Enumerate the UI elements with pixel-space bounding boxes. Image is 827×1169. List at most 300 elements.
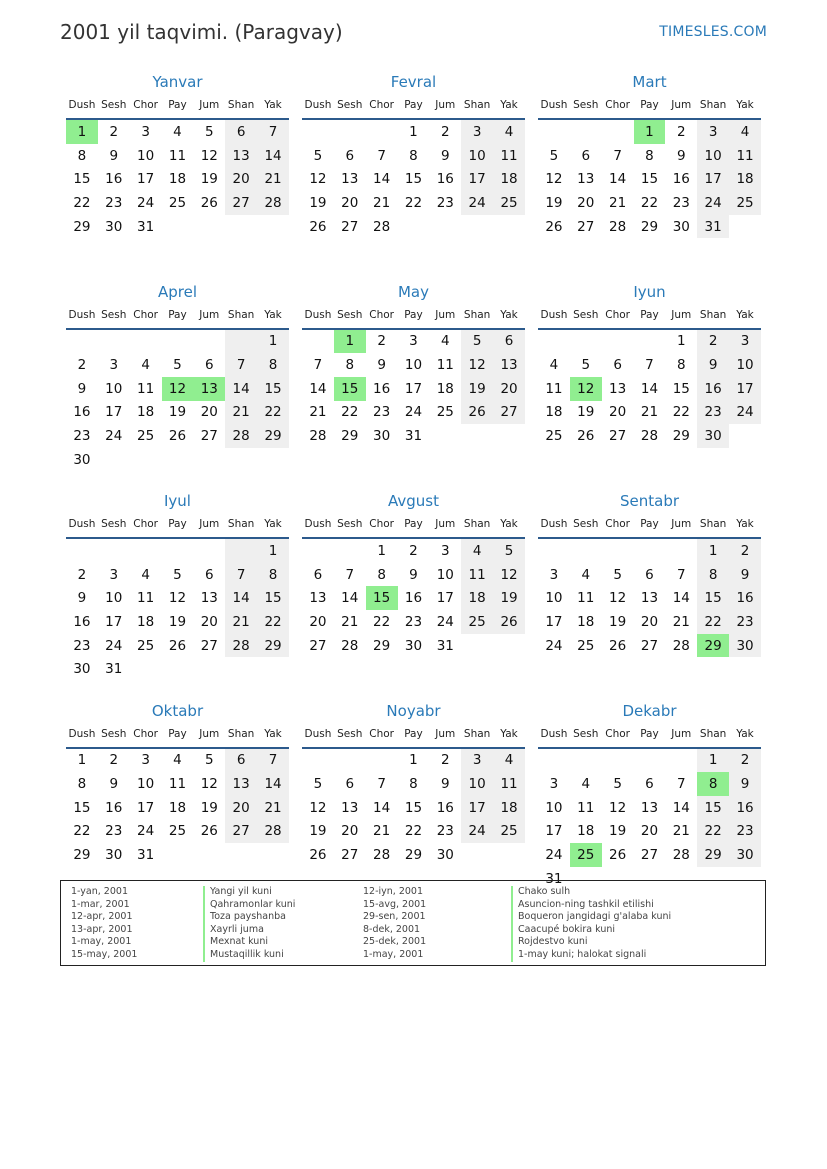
day-cell: 23 [729, 610, 761, 634]
legend-date: 1-may, 2001 [363, 948, 424, 960]
day-cell: 19 [309, 823, 327, 840]
week-row [538, 191, 761, 215]
day-cell: 11 [168, 776, 187, 793]
day-cell: 22 [73, 823, 91, 840]
day-cell: 16 [73, 404, 91, 421]
day-cell: 10 [545, 590, 563, 607]
day-cell: 17 [545, 823, 563, 840]
week-row [66, 353, 289, 377]
day-cell: 2 [441, 752, 450, 769]
day-cell: 25 [493, 820, 525, 844]
day-cell: 26 [309, 218, 327, 235]
month-calendar [538, 72, 761, 282]
day-cell: 8 [77, 147, 87, 164]
day-cell: 22 [697, 820, 729, 844]
legend-date: 29-sen, 2001 [363, 911, 426, 923]
legend-date: 13-apr, 2001 [71, 923, 133, 935]
empty-cell [334, 119, 366, 144]
day-cell: 30 [436, 847, 454, 864]
day-cell: 25 [577, 637, 595, 654]
day-cell: 4 [493, 119, 525, 144]
day-cell: 5 [313, 147, 323, 164]
day-cell: 1 [66, 119, 98, 144]
empty-cell [98, 329, 130, 354]
day-cell: 21 [309, 404, 327, 421]
day-cell: 21 [672, 823, 690, 840]
day-cell: 20 [640, 823, 659, 840]
calendar-grid [66, 72, 761, 910]
legend-date: 1-yan, 2001 [71, 886, 128, 897]
day-cell: 18 [545, 404, 563, 421]
day-cell: 22 [672, 404, 690, 421]
weekday-header: Dush [538, 302, 570, 329]
day-cell: 8 [257, 563, 289, 587]
day-cell: 24 [461, 191, 493, 215]
empty-cell [398, 215, 430, 239]
month-calendar [538, 282, 761, 492]
legend-date: 12-apr, 2001 [71, 911, 133, 923]
month-table [302, 92, 525, 238]
empty-cell [634, 538, 666, 563]
empty-cell [634, 329, 666, 354]
legend-names-left [203, 886, 295, 962]
week-row [538, 119, 761, 144]
empty-cell [602, 748, 634, 773]
day-cell: 14 [257, 144, 289, 168]
week-row [538, 820, 761, 844]
empty-cell [66, 538, 98, 563]
week-row [302, 586, 525, 610]
day-cell: 17 [729, 377, 761, 401]
empty-cell [225, 843, 257, 867]
day-cell: 10 [105, 590, 123, 607]
weekday-header: Chor [130, 511, 162, 538]
day-cell: 17 [461, 167, 493, 191]
day-cell: 26 [493, 610, 525, 634]
day-cell: 17 [105, 613, 123, 630]
weekday-header: Pay [634, 92, 666, 119]
day-cell: 3 [141, 123, 150, 140]
month-table [538, 721, 761, 891]
month-name: Iyun [633, 282, 666, 301]
month-table [538, 511, 761, 657]
empty-cell [366, 119, 398, 144]
day-cell: 15 [73, 171, 91, 188]
day-cell: 15 [334, 377, 366, 401]
month-calendar [302, 72, 525, 282]
day-cell: 1 [677, 333, 686, 350]
day-cell: 3 [549, 776, 559, 793]
day-cell: 7 [613, 147, 622, 164]
day-cell: 28 [373, 847, 391, 864]
day-cell: 20 [640, 613, 659, 630]
day-cell: 1 [77, 752, 87, 769]
day-cell: 21 [672, 613, 690, 630]
day-cell: 25 [137, 637, 155, 654]
day-cell: 23 [73, 428, 91, 445]
day-cell: 11 [137, 590, 155, 607]
day-cell: 24 [436, 613, 454, 630]
day-cell: 14 [373, 171, 391, 188]
day-cell: 31 [697, 215, 729, 239]
weekday-header: Chor [602, 721, 634, 748]
day-cell: 28 [672, 637, 690, 654]
week-row [302, 215, 525, 239]
weekday-header: Pay [162, 721, 194, 748]
day-cell: 27 [493, 401, 525, 425]
day-cell: 6 [613, 357, 622, 374]
weekday-header: Sesh [570, 511, 602, 538]
day-cell: 17 [105, 404, 123, 421]
day-cell: 8 [677, 357, 686, 374]
day-cell: 1 [334, 329, 366, 354]
day-cell: 5 [581, 357, 591, 374]
month-name: Sentabr [619, 492, 680, 510]
week-row [302, 563, 525, 587]
month-calendar [302, 701, 525, 911]
day-cell: 7 [313, 357, 323, 374]
day-cell: 19 [168, 404, 187, 421]
day-cell: 28 [640, 428, 659, 445]
empty-cell [665, 748, 697, 773]
day-cell: 18 [137, 404, 155, 421]
day-cell: 31 [404, 428, 423, 445]
empty-cell [729, 424, 761, 448]
month-table [302, 721, 525, 867]
week-row [302, 796, 525, 820]
week-row [66, 820, 289, 844]
day-cell: 16 [672, 171, 690, 188]
day-cell: 27 [225, 820, 257, 844]
weekday-header: Dush [302, 302, 334, 329]
day-cell: 25 [729, 191, 761, 215]
day-cell: 26 [309, 847, 327, 864]
month-calendar [302, 491, 525, 701]
legend-holiday-name: Caacupé bokira kuni [511, 924, 671, 937]
empty-cell [193, 215, 225, 239]
weekday-header: Jum [429, 302, 461, 329]
week-row [302, 119, 525, 144]
day-cell: 26 [168, 637, 187, 654]
day-cell: 21 [225, 401, 257, 425]
day-cell: 18 [461, 586, 493, 610]
day-cell: 7 [225, 353, 257, 377]
day-cell: 30 [73, 451, 91, 468]
month-calendar [538, 491, 761, 701]
day-cell: 31 [105, 661, 123, 678]
day-cell: 22 [404, 194, 423, 211]
empty-cell [493, 634, 525, 658]
day-cell: 16 [436, 799, 454, 816]
day-cell: 5 [613, 776, 622, 793]
day-cell: 1 [697, 538, 729, 563]
day-cell: 24 [545, 847, 563, 864]
day-cell: 4 [173, 752, 182, 769]
weekday-header: Dush [302, 721, 334, 748]
empty-cell [162, 843, 194, 867]
day-cell: 2 [77, 566, 87, 583]
month-table [302, 302, 525, 448]
week-row [302, 843, 525, 867]
day-cell: 24 [461, 820, 493, 844]
empty-cell [257, 843, 289, 867]
day-cell: 20 [609, 404, 627, 421]
day-cell: 12 [570, 377, 602, 401]
empty-cell [257, 657, 289, 681]
day-cell: 30 [697, 424, 729, 448]
weekday-header: Chor [602, 92, 634, 119]
day-cell: 1 [409, 123, 418, 140]
weekday-header: Sesh [334, 721, 366, 748]
day-cell: 2 [409, 542, 418, 559]
day-cell: 23 [404, 613, 423, 630]
day-cell: 27 [200, 428, 218, 445]
empty-cell [98, 538, 130, 563]
day-cell: 15 [697, 796, 729, 820]
empty-cell [225, 329, 257, 354]
day-cell: 23 [436, 823, 454, 840]
day-cell: 12 [493, 563, 525, 587]
day-cell: 1 [409, 752, 418, 769]
day-cell: 1 [257, 329, 289, 354]
day-cell: 13 [577, 171, 595, 188]
day-cell: 24 [105, 637, 123, 654]
month-calendar [66, 491, 289, 701]
weekday-header: Chor [130, 721, 162, 748]
day-cell: 11 [577, 799, 595, 816]
weekday-header: Jum [665, 302, 697, 329]
day-cell: 15 [697, 586, 729, 610]
empty-cell [602, 119, 634, 144]
holiday-legend [60, 880, 766, 966]
day-cell: 18 [729, 167, 761, 191]
day-cell: 6 [645, 566, 654, 583]
day-cell: 4 [493, 748, 525, 773]
empty-cell [193, 538, 225, 563]
week-row [302, 353, 525, 377]
day-cell: 21 [225, 610, 257, 634]
day-cell: 17 [545, 613, 563, 630]
empty-cell [729, 215, 761, 239]
day-cell: 8 [645, 147, 654, 164]
empty-cell [461, 424, 493, 448]
week-row [538, 586, 761, 610]
legend-date: 15-may, 2001 [71, 948, 138, 960]
day-cell: 23 [672, 194, 690, 211]
empty-cell [634, 748, 666, 773]
empty-cell [334, 538, 366, 563]
weekday-header: Yak [493, 721, 525, 748]
legend-date: 12-iyn, 2001 [363, 886, 424, 897]
day-cell: 30 [729, 843, 761, 867]
legend-holiday-name: Mustaqillik kuni [203, 949, 295, 962]
empty-cell [366, 748, 398, 773]
empty-cell [493, 424, 525, 448]
day-cell: 4 [173, 123, 182, 140]
empty-cell [257, 448, 289, 472]
day-cell: 25 [570, 843, 602, 867]
day-cell: 24 [105, 428, 123, 445]
brand-link[interactable]: TIMESLES.COM [659, 24, 767, 40]
empty-cell [225, 657, 257, 681]
day-cell: 19 [461, 377, 493, 401]
day-cell: 5 [461, 329, 493, 354]
day-cell: 17 [461, 796, 493, 820]
day-cell: 10 [545, 799, 563, 816]
day-cell: 29 [373, 637, 391, 654]
month-table [66, 92, 289, 238]
weekday-header: Chor [366, 721, 398, 748]
week-row [302, 424, 525, 448]
week-row [66, 586, 289, 610]
day-cell: 4 [581, 776, 591, 793]
weekday-header: Yak [257, 92, 289, 119]
day-cell: 13 [640, 799, 659, 816]
day-cell: 6 [225, 119, 257, 144]
day-cell: 7 [257, 119, 289, 144]
day-cell: 29 [697, 843, 729, 867]
legend-dates-right [363, 886, 426, 962]
day-cell: 21 [341, 613, 359, 630]
day-cell: 13 [193, 377, 225, 401]
day-cell: 19 [168, 613, 187, 630]
empty-cell [225, 448, 257, 472]
week-row [302, 191, 525, 215]
weekday-header: Dush [302, 511, 334, 538]
weekday-header: Jum [429, 511, 461, 538]
day-cell: 10 [137, 776, 155, 793]
weekday-header: Pay [398, 302, 430, 329]
empty-cell [461, 634, 493, 658]
weekday-header: Yak [729, 721, 761, 748]
day-cell: 15 [404, 799, 423, 816]
day-cell: 5 [205, 123, 214, 140]
day-cell: 3 [441, 542, 450, 559]
day-cell: 22 [341, 404, 359, 421]
day-cell: 9 [109, 776, 119, 793]
day-cell: 9 [77, 380, 87, 397]
day-cell: 17 [137, 799, 155, 816]
day-cell: 11 [461, 563, 493, 587]
weekday-header: Sesh [98, 511, 130, 538]
day-cell: 28 [373, 218, 391, 235]
weekday-header: Chor [366, 511, 398, 538]
month-calendar [66, 72, 289, 282]
empty-cell [461, 843, 493, 867]
day-cell: 27 [225, 191, 257, 215]
empty-cell [225, 538, 257, 563]
day-cell: 3 [697, 119, 729, 144]
empty-cell [538, 329, 570, 354]
day-cell: 14 [309, 380, 327, 397]
week-row [66, 657, 289, 681]
weekday-header: Sesh [98, 721, 130, 748]
day-cell: 3 [409, 333, 418, 350]
day-cell: 9 [77, 590, 87, 607]
day-cell: 21 [257, 796, 289, 820]
weekday-header: Dush [66, 511, 98, 538]
legend-holiday-name: Rojdestvo kuni [511, 936, 671, 949]
empty-cell [429, 215, 461, 239]
day-cell: 10 [729, 353, 761, 377]
day-cell: 19 [609, 823, 627, 840]
empty-cell [302, 538, 334, 563]
day-cell: 20 [341, 194, 359, 211]
weekday-header: Pay [634, 721, 666, 748]
day-cell: 3 [729, 329, 761, 354]
day-cell: 31 [137, 218, 155, 235]
day-cell: 16 [105, 171, 123, 188]
day-cell: 3 [461, 119, 493, 144]
day-cell: 19 [309, 194, 327, 211]
day-cell: 17 [137, 171, 155, 188]
week-row [302, 538, 525, 563]
month-table [66, 511, 289, 681]
day-cell: 20 [200, 613, 218, 630]
day-cell: 13 [341, 799, 359, 816]
day-cell: 6 [205, 566, 214, 583]
week-row [538, 796, 761, 820]
month-calendar [66, 282, 289, 492]
weekday-header: Chor [602, 511, 634, 538]
day-cell: 20 [577, 194, 595, 211]
day-cell: 17 [436, 590, 454, 607]
day-cell: 12 [168, 590, 187, 607]
weekday-header: Yak [257, 511, 289, 538]
day-cell: 19 [609, 613, 627, 630]
day-cell: 20 [341, 823, 359, 840]
day-cell: 22 [373, 613, 391, 630]
empty-cell [98, 448, 130, 472]
legend-holiday-name: Yangi yil kuni [203, 886, 295, 899]
day-cell: 26 [577, 428, 595, 445]
empty-cell [493, 843, 525, 867]
day-cell: 11 [577, 590, 595, 607]
week-row [66, 401, 289, 425]
month-name: Dekabr [622, 701, 677, 720]
day-cell: 15 [257, 586, 289, 610]
day-cell: 30 [105, 218, 123, 235]
day-cell: 21 [373, 194, 391, 211]
day-cell: 4 [549, 357, 559, 374]
month-calendar [66, 701, 289, 911]
weekday-header: Jum [665, 511, 697, 538]
day-cell: 31 [137, 847, 155, 864]
day-cell: 29 [73, 847, 91, 864]
day-cell: 29 [341, 428, 359, 445]
day-cell: 2 [697, 329, 729, 354]
month-name: Fevral [390, 73, 437, 91]
day-cell: 27 [341, 847, 359, 864]
day-cell: 12 [609, 799, 627, 816]
weekday-header: Chor [366, 302, 398, 329]
day-cell: 27 [609, 428, 627, 445]
weekday-header: Jum [429, 92, 461, 119]
day-cell: 15 [257, 377, 289, 401]
day-cell: 24 [729, 401, 761, 425]
day-cell: 28 [225, 424, 257, 448]
legend-holiday-name: Chako sulh [511, 886, 671, 899]
week-row [538, 215, 761, 239]
day-cell: 25 [493, 191, 525, 215]
week-row [302, 820, 525, 844]
day-cell: 23 [729, 820, 761, 844]
day-cell: 12 [162, 377, 194, 401]
day-cell: 20 [493, 377, 525, 401]
weekday-header: Shan [225, 511, 257, 538]
week-row [66, 448, 289, 472]
day-cell: 29 [257, 634, 289, 658]
